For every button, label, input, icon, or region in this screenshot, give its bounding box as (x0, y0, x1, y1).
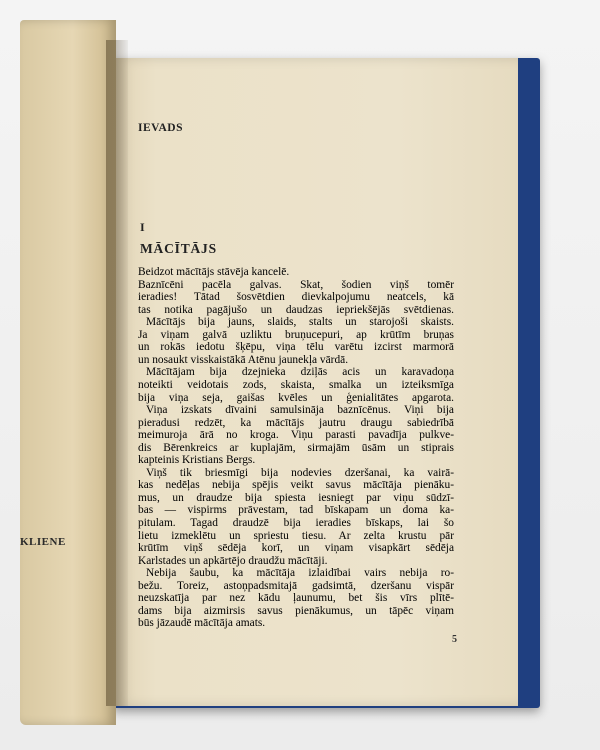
text-line: neuzskatīja par nez kādu ļaunumu, bet šis vīrs plītē- (138, 592, 454, 605)
text-line: pitulam. Tagad draudzē bija ieradies bīskaps, lai šo (138, 517, 454, 529)
chapter-label: IEVADS (138, 122, 183, 134)
text-line: Viņa izskats dīvaini samulsināja baznīcēnus. Viņi bija (146, 404, 454, 417)
left-page-fragment: KLIENE (20, 536, 66, 548)
text-line: Ja viņam galvā uzliktu bruņucepuri, ap krūtīm bruņas (138, 328, 454, 341)
text-line: kas nedēļas nebija spējis veikt savus mācītāja pienāku- (138, 479, 454, 492)
text-line: kapteinis Kristians Bergs. (138, 454, 256, 467)
text-line: krūtīm viņš sēdēja korī, un viņam visapkārt sēdēja (138, 542, 454, 555)
text-line: Viņš tik briesmīgi bija nodevies dzeršanai, ka vairā- (146, 466, 454, 479)
section-number: I (140, 220, 145, 234)
text-line: Mācītājs bija jauns, slaids, stalts un starojoši skaists. (146, 316, 454, 329)
page-number: 5 (452, 634, 457, 645)
text-line: bija viņa seja, gaišas kvēles un ģenialitātes apgarota. (138, 391, 454, 404)
text-line: Nebija šaubu, ka mācītāja izlaidībai vairs nebija ro- (146, 567, 454, 580)
left-page (20, 20, 116, 725)
text-line: tas notika pagājušo un daudzas iepriekšējās svētdienas. (138, 303, 454, 316)
text-line: un nosaukt visskaistākā Atēnu jaunekļa vārdā. (138, 353, 349, 366)
text-line: Mācītājam bija dzejnieka dziļās acis un karavadoņa (146, 366, 454, 379)
text-line: dams bija aizmirsis savus pienākumus, un tāpēc viņam (138, 604, 454, 617)
text-line: bežu. Toreiz, astoņpadsmitajā gadsimtā, dzeršanu vispār (138, 579, 454, 592)
text-line: lietu izmeklētu un spriestu tiesu. Ar zelta krustu pār (138, 529, 454, 542)
book-gutter (106, 40, 128, 706)
text-line: pieradusi redzēt, ka mācītājs jautru draugu sabiedrībā (138, 416, 454, 429)
text-line: meimuroja ārā no kroga. Viņu parasti pavadīja pulkve- (138, 429, 454, 442)
text-line: noteikti veidotais zods, skaista, smalka un izteiksmīga (138, 378, 454, 391)
text-line: un rokās iedotu šķēpu, viņa tēlu varētu izcirst marmorā (138, 341, 454, 354)
section-title: MĀCĪTĀJS (140, 241, 217, 256)
text-line: Beidzot mācītājs stāvēja kancelē. (138, 266, 290, 278)
text-line: Baznīcēni pacēla galvas. Skat, šodien viņš tomēr (138, 278, 454, 291)
text-line: dis Bērenkreics ar kuplajām, sirmajām ūsām un stiprais (138, 441, 454, 454)
text-line: bas — vispirms prāvestam, tad bīskapam un doma ka- (138, 504, 454, 517)
text-line: ieradies! Tātad šosvētdien dievkalpojumu neatcels, kā (138, 291, 454, 304)
text-line: mus, un draudze bija spiesta iesniegt par viņu sūdzī- (138, 491, 454, 504)
text-line: būs jāzaudē mācītāja amats. (138, 617, 266, 630)
text-line: Karlstades un apkārtējo draudžu mācītāji. (138, 554, 328, 567)
